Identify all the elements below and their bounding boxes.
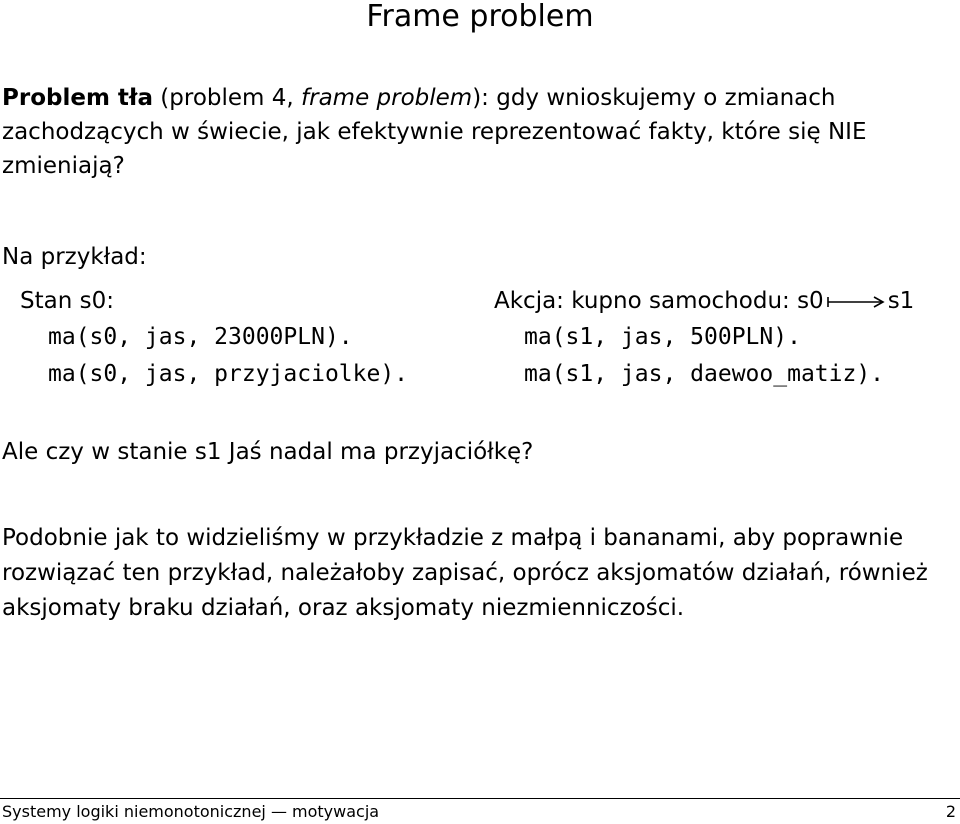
slide-title: Frame problem (366, 0, 594, 34)
conclusion-line-1: Podobnie jak to widzieliśmy w przykładzie z małpą i bananami, aby poprawnie (2, 525, 904, 551)
problem-term: Problem tła (2, 85, 153, 111)
maps-to-arrow-icon (826, 295, 886, 309)
state-fact-2: ma(s0, jas, przyjaciolke). (48, 361, 409, 387)
footer-title: Systemy logiki niemonotonicznej — motywacja (2, 802, 380, 821)
example-heading: Na przykład: (2, 244, 147, 270)
action-target: s1 (887, 288, 915, 314)
action-fact-2: ma(s1, jas, daewoo_matiz). (524, 361, 885, 387)
action-line (494, 284, 914, 318)
footer-rule (0, 798, 960, 799)
action-label: Akcja: kupno samochodu: s0 (494, 288, 824, 314)
intro-paren-close: ): gdy wnioskujemy o zmianach (472, 85, 836, 111)
question: Ale czy w stanie s1 Jaś nadal ma przyjaciółkę? (2, 439, 534, 465)
intro-line-3: zmieniają? (2, 153, 125, 179)
conclusion-line-2: rozwiązać ten przykład, należałoby zapisać, oprócz aksjomatów działań, również (2, 560, 928, 586)
state-label: Stan s0: (20, 288, 114, 314)
action-fact-1: ma(s1, jas, 500PLN). (524, 324, 801, 350)
state-fact-1: ma(s0, jas, 23000PLN). (48, 324, 353, 350)
conclusion-line-3: aksjomaty braku działań, oraz aksjomaty niezmienniczości. (2, 595, 685, 621)
page-number: 2 (945, 802, 956, 821)
intro-line-1 (2, 81, 836, 115)
frame-problem-term: frame problem (301, 85, 473, 111)
intro-paren-open: (problem 4, (152, 85, 302, 111)
intro-line-2: zachodzących w świecie, jak efektywnie reprezentować fakty, które się NIE (2, 119, 867, 145)
